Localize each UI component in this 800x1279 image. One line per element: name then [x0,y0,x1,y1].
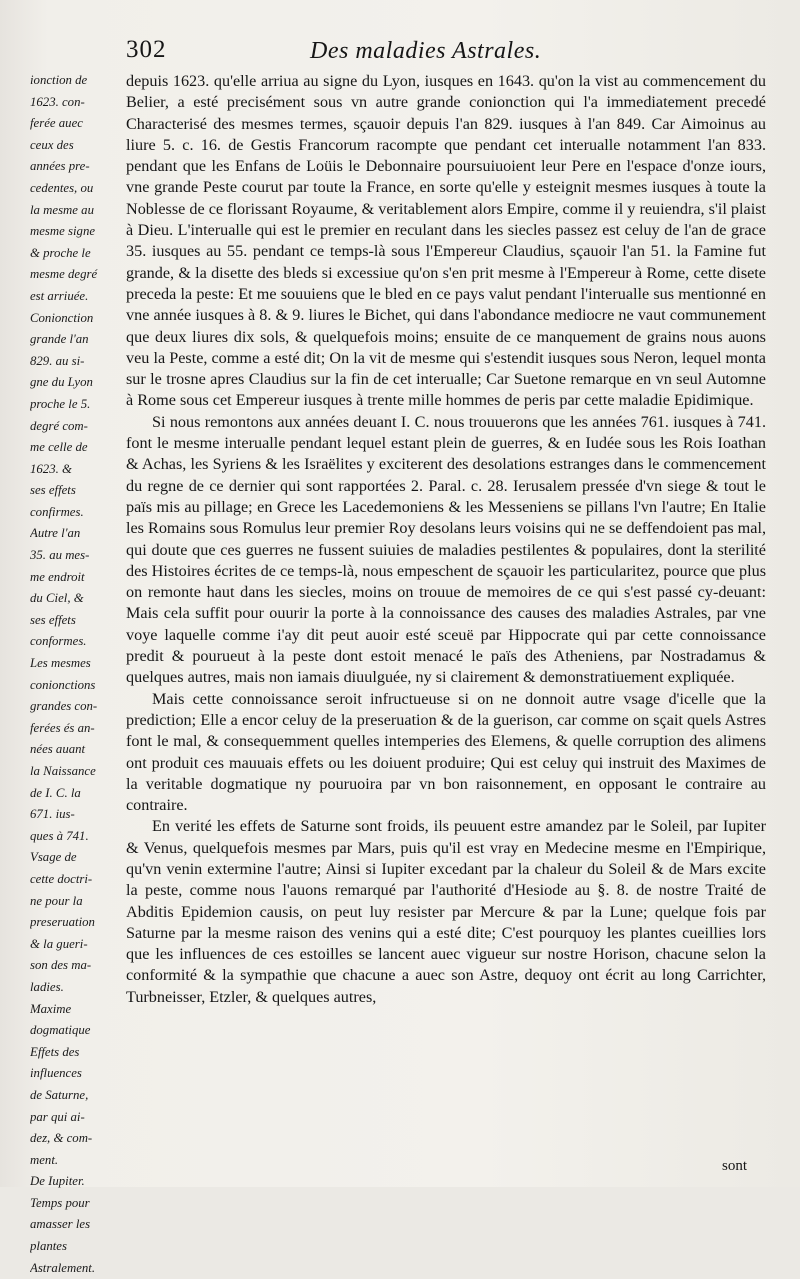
margin-note-line: de Saturne, [30,1087,89,1102]
margin-note-line: mesme degré [30,267,98,282]
margin-note-line: dogmatique [30,1023,91,1038]
margin-note-line: conformes. [30,634,87,649]
running-title: Des maladies Astrales. [310,38,542,64]
margin-note-line: ses effets [30,612,76,627]
margin-note-line: ceux des [30,137,74,152]
margin-note-line: nées auant [30,742,86,757]
margin-note-line: cette doctri- [30,871,93,886]
margin-note-line: Autre l'an [30,526,81,541]
margin-note-line: mesme signe [30,224,96,239]
margin-note-line: me endroit [30,569,85,584]
paragraph: Si nous remontons aux années deuant I. C. nous trouuerons que les années 761. iusques à 741. font le mesme interualle pendant lequel estant plein de guerres, & en Iudée sous les Rois Ioathan & Achas, les Syriens & les Israëlites y exciterent des desolations estranges dans le commencement du regne de ce dernier qui sont rapportées 2. Paral. c. 28. Ierusalem pressée d'vn siege & tout le païs mis au pillage; en Grece les Lacedemoniens & les Messeniens se pillans l'vn l'autre; En Italie les Romains sous Romulus leur premier Roy desolans leurs voisins qui ne se deffendoient pas mal, qui doute que ces guerres ne fussent suiuies de maladies pestilentes & populaires, dont la sterilité des Histoires écrites de ce temps-là, nous empeschent de sçauoir les particularitez, pource que plus on remonte haut dans les siecles, moins on trouue de memoires de ce qui s'est passé cy-deuant: Mais cela suffit pour ouurir la porte à la connoissance des causes des maladies Astrales, par vne voye laquelle comme i'ay dit peut auoir esté sceuë par Hippocrate qui par cette connoissance predit & pourueut à la peste dont estoit menacé le païs des Atheniens, par Nostradamus & quelques autres, mais non iamais diuulguée, ny si clairement & demonstratiuement expliquée. [126,412,766,687]
margin-note-line: ques à 741. [30,828,89,843]
margin-note-line: 1623. con- [30,94,85,109]
margin-note-line: Maxime [30,1001,72,1016]
margin-note-line: la mesme au [30,202,94,217]
margin-note-line: Les mesmes [30,656,91,671]
margin-note-line: influences [30,1066,82,1081]
main-text [126,71,766,1008]
margin-note-line: proche le 5. [30,396,91,411]
margin-note-line: ionction de [30,73,88,87]
margin-note-line: est arriuée. [30,288,89,303]
margin-note-line: ment. [30,1152,59,1167]
margin-note-line: De Iupiter. [30,1174,85,1189]
margin-note-line: Conionction [30,310,94,325]
margin-note-line: ses effets [30,483,76,498]
paragraph: En verité les effets de Saturne sont froids, ils peuuent estre amandez par le Soleil, par Iupiter & Venus, quelquefois mesmes par Mars, puis qu'il est vray en Medecine mesme en l'Empirique, qu'vn venin extermine l'autre; Ainsi si Iupiter excedant par la chaleur du Soleil & de Mars excite la peste, comme nous l'auons remarqué par l'authorité d'Hesiode au §. 8. de nostre Traité de Abditis Epidemion causis, on peut luy resister par Mercure & par la Lune; quelque fois par Saturne par la mesme raison des venins qui a esté dite; C'est pourquoy les plantes cueillies lors que les influences de ces estoilles se lancent auec vigueur sur nostre Horison, chacune selon la conformité & la sympathie que chacune a auec son Astre, dequoy ont écrit au long Carrichter, Turbneisser, Etzler, & quelques autres, [126,817,766,1006]
margin-note-line: 671. ius- [30,807,75,822]
margin-note-line: Astralement. [30,1260,96,1275]
margin-note-line: par qui ai- [30,1109,85,1124]
page-header [120,36,760,76]
margin-note-line: grande l'an [30,332,89,347]
margin-note-line: Temps pour [30,1195,90,1210]
margin-note-line: Effets des [30,1044,80,1059]
margin-note-line: années pre- [30,159,90,174]
margin-note-line: Vsage de [30,850,77,865]
page-number: 302 [126,36,167,63]
margin-note-line: cedentes, ou [30,180,94,195]
margin-note-line: son des ma- [30,958,92,973]
margin-note-line: & la gueri- [30,936,88,951]
margin-note-line: plantes [30,1239,67,1254]
margin-note-line: ne pour la [30,893,83,908]
margin-note-line: me celle de [30,440,88,455]
margin-note-line: grandes con- [30,699,98,714]
margin-note-line: dez, & com- [30,1131,93,1146]
margin-note-line: degré com- [30,418,88,433]
margin-note-line: du Ciel, & [30,591,84,606]
margin-note-line: de I. C. la [30,785,81,800]
margin-notes [30,70,122,1279]
margin-note-line: & proche le [30,245,91,260]
margin-note-line: 1623. & [30,461,72,476]
margin-note-line: 829. au si- [30,353,85,368]
margin-note-line: preseruation [30,915,95,930]
paragraph: Mais cette connoissance seroit infructueuse si on ne donnoit autre vsage d'icelle que la prediction; Elle a encor celuy de la preseruation & de la guerison, car comme on sçait quels Astres font le mal, & consequemment quelles intemperies des Elemens, & quelle corruption des alimens ont produit ces mauuais effets ou les doiuent produire; Qui est celuy qui instruit des Maximes de la veritable dogmatique ny pouruoira par vn bon raisonnement, en opposant le contraire au contraire. [126,689,766,815]
margin-note-line: 35. au mes- [30,548,90,563]
margin-note-line: ferée auec [30,116,83,131]
margin-note-line: amasser les [30,1217,91,1232]
margin-note-line: confirmes. [30,504,84,519]
margin-note-line: gne du Lyon [30,375,93,390]
margin-note-line: conionctions [30,677,96,692]
margin-note-line: la Naissance [30,764,96,778]
catchword: sont [722,1158,748,1174]
paragraph: depuis 1623. qu'elle arriua au signe du Lyon, iusques en 1643. qu'on la vist au commencement du Belier, a esté precisément sous vn autre grande conionction qui l'a immediatement precedé Characterisé des mesmes termes, sçauoir depuis l'an 829. iusques à l'an 849. Car Aimoinus au liure 5. c. 16. de Gestis Francorum racompte que pendant cet interualle notamment l'an 833. pendant que les Enfans de Loüis le Debonnaire poursuiuoient leur Pere en l'espace d'onze iours, vne grande Peste courut par toute la France, en sorte qu'elle y esteignit mesmes iusques à toute la Noblesse de ce florissant Royaume, & veritablement alors Empire, comme il y reuiendra, s'il plaist à Dieu. L'interualle qui est le premier en reculant dans les siecles passez est celuy de l'an de grace 35. iusques au 55. pendant ce temps-là sous l'Empereur Claudius, sçauoir l'an 51. la Famine fut grande, & la disette des bleds si excessiue qu'on s'en prit mesme à l'Empereur à Rome, cette disete preceda la peste: Et me souuiens que le bled en ce pays valut pendant l'interualle sus mentionné en vne année iusques à 8. & 9. liures le Bichet, qui dans l'abondance mediocre ne vaut communement que deux liures dix sols, & quelquefois moins; ensuite de ce manquement de grains nous auons veu la Peste, comme a esté dit; On la vit de mesme qui s'estendit iusques sous Neron, lequel monta sur le trosne apres Claudius sur la fin de cet interualle; Car Suetone remarque en vn seul Automne à Rome sous cet Empereur iusques à trente mille hommes de peris par cette maladie Epidimique. [126,72,766,410]
margin-note-line: ladies. [30,979,64,994]
margin-note-line: ferées és an- [30,720,95,735]
